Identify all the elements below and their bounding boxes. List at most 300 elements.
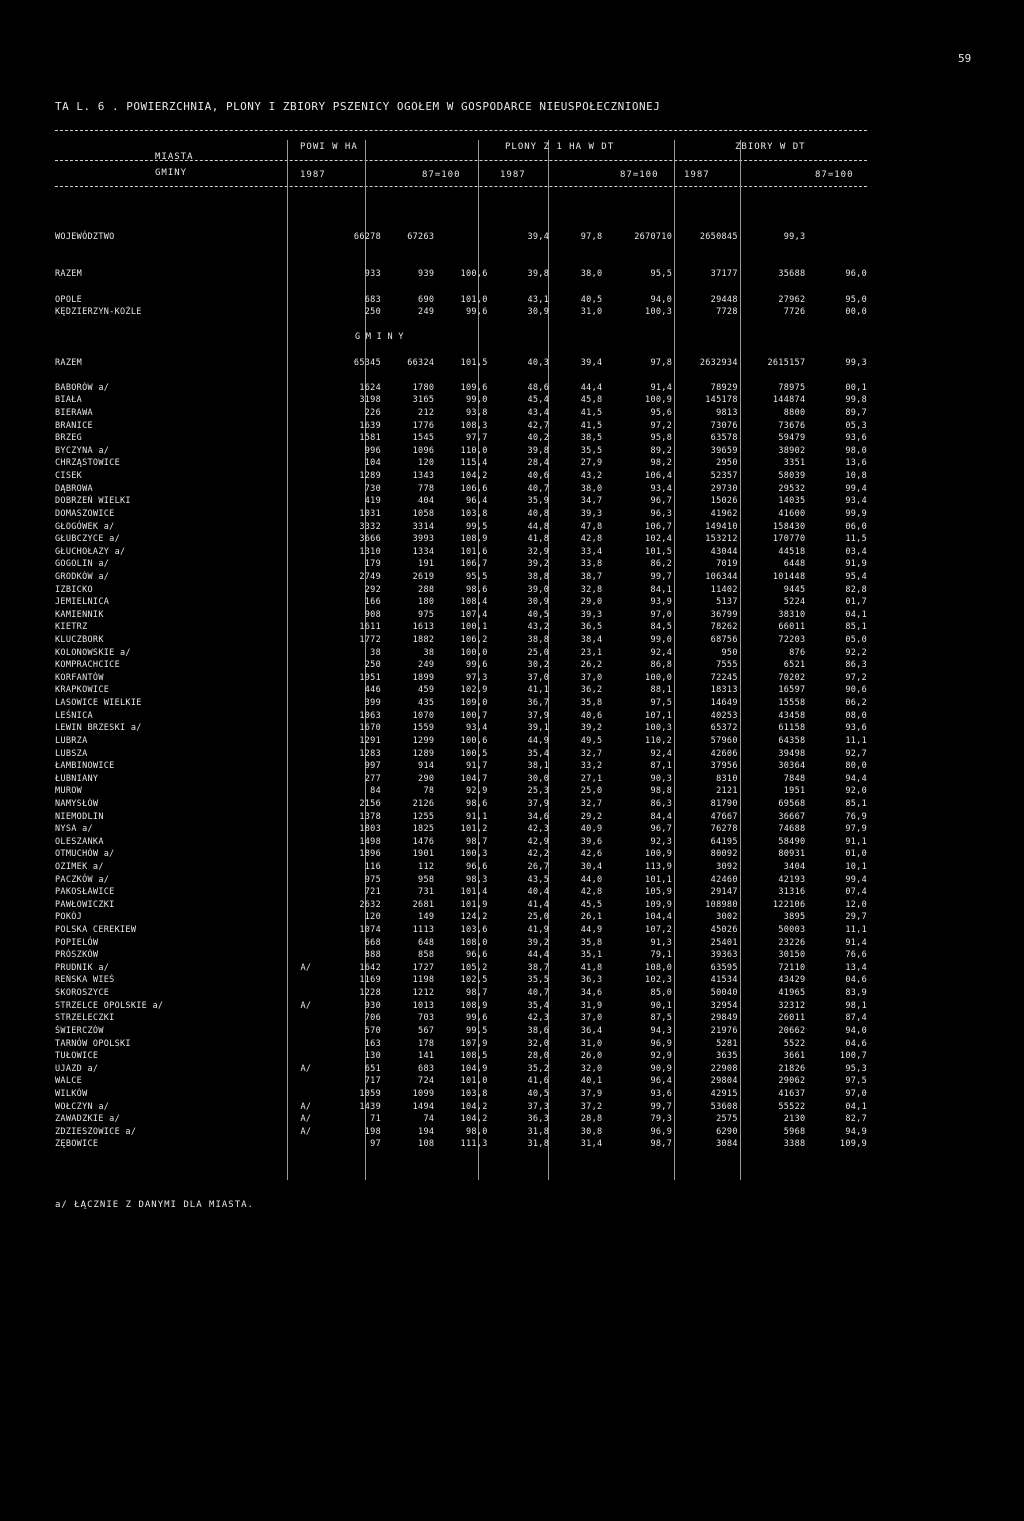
cell-value: 04,6 (845, 1038, 867, 1049)
cell-value (805, 205, 867, 218)
cell-value: 92,4 (650, 748, 673, 759)
cell-value: 40,2 (527, 433, 550, 444)
cell-value: 42915 (710, 1088, 738, 1099)
row-label: OPOLE (55, 294, 83, 305)
row-marker (293, 571, 311, 584)
cell-value: 06,2 (845, 698, 867, 709)
cell-value: 41,6 (527, 1076, 550, 1087)
cell-value: 99,6 (465, 1013, 488, 1024)
cell-value: 36,3 (527, 1114, 550, 1125)
cell-value: 97 (370, 1139, 381, 1150)
cell-value: 120 (364, 912, 381, 923)
cell-value: 3092 (716, 861, 738, 872)
row-label (55, 255, 293, 268)
cell-value: 1899 (412, 672, 435, 683)
cell-value (434, 344, 487, 357)
cell-value (602, 218, 672, 231)
cell-value (672, 243, 738, 256)
cell-value: 94,0 (845, 1025, 867, 1036)
cell-value: 40,3 (527, 357, 550, 368)
cell-value: 109,9 (645, 899, 673, 910)
row-label: KLUCZBORK (55, 635, 104, 646)
header-label-miasta: MIASTA (155, 152, 194, 162)
cell-value (549, 344, 602, 357)
row-label: LEWIN BRZESKI a/ (55, 723, 142, 734)
cell-value: 37,2 (580, 1101, 603, 1112)
cell-value: 39,4 (527, 231, 550, 242)
cell-value: 3661 (783, 1051, 806, 1062)
cell-value: 93,6 (845, 723, 867, 734)
cell-value: 36,5 (580, 622, 603, 633)
row-label: SKOROSZYCE (55, 988, 110, 999)
cell-value: 23226 (778, 937, 806, 948)
cell-value: 15558 (778, 698, 806, 709)
row-marker (293, 558, 311, 571)
cell-value: 95,0 (845, 294, 867, 305)
cell-value: 79,1 (650, 950, 673, 961)
row-marker (293, 1025, 311, 1038)
row-label: LUBRZA (55, 735, 88, 746)
header-yield-year: 1987 (500, 170, 526, 180)
row-label: STRZELCE OPOLSKIE a/ (55, 1000, 164, 1011)
cell-value: 108,0 (645, 962, 673, 973)
cell-value: 78929 (710, 382, 738, 393)
cell-value: 63578 (710, 433, 738, 444)
cell-value: 98,0 (845, 445, 867, 456)
cell-value: 3165 (412, 395, 435, 406)
row-marker (293, 344, 311, 357)
cell-value: 70202 (778, 672, 806, 683)
cell-value: 1825 (412, 824, 435, 835)
cell-value: 25,0 (527, 912, 550, 923)
cell-value: 29,0 (580, 597, 603, 608)
cell-value: 34,7 (580, 496, 603, 507)
cell-value: 43,2 (580, 471, 603, 482)
cell-value (738, 369, 806, 382)
cell-value: 40,1 (580, 1076, 603, 1087)
cell-value: 29532 (778, 483, 806, 494)
cell-value: 91,1 (845, 836, 867, 847)
cell-value (488, 369, 550, 382)
cell-value: 724 (418, 1076, 435, 1087)
row-label: KIETRZ (55, 622, 88, 633)
header-yield-index: 87=100 (620, 170, 659, 180)
cell-value: 105,9 (645, 887, 673, 898)
row-label: ŚWIERCZÓW (55, 1025, 104, 1036)
table-row (55, 583, 867, 596)
cell-value: 120 (418, 458, 435, 469)
cell-value: 158430 (772, 521, 806, 532)
table-row (55, 457, 867, 470)
table-row (55, 419, 867, 432)
cell-value: 39,4 (580, 357, 603, 368)
cell-value: 44,8 (527, 521, 550, 532)
cell-value (311, 243, 381, 256)
cell-value: 106,7 (460, 559, 488, 570)
cell-value: 933 (364, 269, 381, 280)
cell-value: 683 (418, 1063, 435, 1074)
cell-value: 11,1 (845, 925, 867, 936)
table-row (55, 886, 867, 899)
cell-value (311, 281, 381, 294)
row-marker (293, 785, 311, 798)
row-marker (293, 936, 311, 949)
row-label: TUŁOWICE (55, 1051, 99, 1062)
row-marker: A/ (300, 962, 312, 973)
cell-value: 9813 (716, 408, 738, 419)
row-marker (293, 382, 311, 395)
cell-value: 99,0 (465, 395, 488, 406)
row-marker (293, 268, 311, 281)
row-marker (293, 1138, 311, 1151)
cell-value: 37,0 (580, 1013, 603, 1024)
cell-value: 1896 (359, 849, 381, 860)
cell-value (672, 255, 738, 268)
row-label: RAZEM (55, 357, 83, 368)
cell-value: 42,9 (527, 836, 550, 847)
cell-value: 25,0 (527, 647, 550, 658)
cell-value: 88,1 (650, 685, 673, 696)
cell-value: 930 (364, 1000, 381, 1011)
header-area-index: 87=100 (422, 170, 461, 180)
header-harvest-index: 87=100 (815, 170, 854, 180)
cell-value: 45026 (710, 925, 738, 936)
cell-value: 76,9 (845, 811, 867, 822)
cell-value: 1198 (412, 975, 435, 986)
cell-value: 111,3 (460, 1139, 488, 1150)
cell-value: 7555 (716, 660, 738, 671)
cell-value: 89,7 (845, 408, 867, 419)
cell-value: 28,0 (527, 1051, 550, 1062)
cell-value: 3895 (783, 912, 806, 923)
cell-value: 21826 (778, 1063, 806, 1074)
row-label: PAWŁOWICZKI (55, 899, 115, 910)
cell-value (311, 218, 381, 231)
cell-value: 1780 (412, 382, 435, 393)
row-marker (293, 470, 311, 483)
cell-value: 39498 (778, 748, 806, 759)
cell-value: 3388 (783, 1139, 806, 1150)
cell-value: 20662 (778, 1025, 806, 1036)
cell-value: 105,2 (460, 962, 488, 973)
table-row (55, 533, 867, 546)
cell-value: 212 (418, 408, 435, 419)
table-row (55, 873, 867, 886)
cell-value: 3666 (359, 534, 381, 545)
cell-value: 38,0 (580, 483, 603, 494)
cell-value: 32,7 (580, 798, 603, 809)
cell-value: 84,5 (650, 622, 673, 633)
table-row (55, 293, 867, 306)
cell-value: 96,9 (650, 1038, 673, 1049)
cell-value (311, 318, 381, 331)
cell-value: 30,8 (580, 1126, 603, 1137)
table-row (55, 407, 867, 420)
cell-value: 101,1 (645, 874, 673, 885)
cell-value: 690 (418, 294, 435, 305)
row-label: STRZELECZKI (55, 1013, 115, 1024)
cell-value: 43044 (710, 546, 738, 557)
row-marker (293, 911, 311, 924)
table-row (55, 596, 867, 609)
cell-value: 89,2 (650, 445, 673, 456)
row-label: OZIMEK a/ (55, 861, 104, 872)
row-label: BYCZYNA a/ (55, 445, 110, 456)
cell-value: 42,3 (527, 1013, 550, 1024)
cell-value: 26,0 (580, 1051, 603, 1062)
cell-value: 100,3 (645, 307, 673, 318)
cell-value: 41600 (778, 508, 806, 519)
cell-value: 31,8 (527, 1139, 550, 1150)
row-marker (293, 369, 311, 382)
cell-value: 683 (364, 294, 381, 305)
row-marker (293, 760, 311, 773)
cell-value: 98,6 (465, 584, 488, 595)
cell-value: 92,4 (650, 647, 673, 658)
table-row (55, 281, 867, 294)
cell-value: 112 (418, 861, 435, 872)
cell-value: 113,9 (645, 861, 673, 872)
cell-value: 31,9 (580, 1000, 603, 1011)
cell-value: 43429 (778, 975, 806, 986)
row-marker (293, 243, 311, 256)
cell-value: 14035 (778, 496, 806, 507)
cell-value: 104,2 (460, 471, 488, 482)
cell-value: 106,4 (645, 471, 673, 482)
cell-value: 67263 (407, 231, 435, 242)
row-label (55, 318, 293, 331)
cell-value: 38,4 (580, 635, 603, 646)
cell-value: 59479 (778, 433, 806, 444)
cell-value: 38,1 (527, 761, 550, 772)
cell-value: 2650845 (699, 231, 738, 242)
cell-value: 87,5 (650, 1013, 673, 1024)
row-label: PRUDNIK a/ (55, 962, 110, 973)
cell-value: 109,6 (460, 382, 488, 393)
cell-value: 78 (423, 786, 435, 797)
cell-value: 85,1 (845, 622, 867, 633)
cell-value: 30,4 (580, 861, 603, 872)
table-row (55, 634, 867, 647)
table-row (55, 835, 867, 848)
cell-value: 98,3 (465, 874, 488, 885)
table-row (55, 747, 867, 760)
row-marker: A/ (300, 1000, 312, 1011)
row-marker (293, 520, 311, 533)
cell-value: 14649 (710, 698, 738, 709)
row-label: G M I N Y (355, 332, 404, 343)
cell-value: 1096 (412, 445, 435, 456)
cell-value: 86,3 (650, 798, 673, 809)
row-marker (293, 495, 311, 508)
cell-value: 11,5 (845, 534, 867, 545)
cell-value (311, 205, 381, 218)
cell-value: 32,7 (580, 748, 603, 759)
cell-value (549, 281, 602, 294)
cell-value: 40,4 (527, 887, 550, 898)
cell-value: 104,2 (460, 1101, 488, 1112)
cell-value: 34,6 (527, 811, 550, 822)
cell-value: 43,5 (527, 874, 550, 885)
cell-value (549, 243, 602, 256)
cell-value (381, 218, 434, 231)
cell-value: 1613 (412, 622, 435, 633)
row-label: GRODKÓW a/ (55, 571, 110, 582)
row-marker: A/ (300, 1101, 312, 1112)
cell-value: 95,5 (465, 571, 488, 582)
row-label: MUROW (55, 786, 83, 797)
cell-value: 91,9 (845, 559, 867, 570)
cell-value (602, 318, 672, 331)
cell-value (434, 369, 487, 382)
cell-value: 93,4 (845, 496, 867, 507)
cell-value: 65345 (353, 357, 381, 368)
cell-value: 5522 (783, 1038, 806, 1049)
cell-value (602, 255, 672, 268)
cell-value: 42,8 (580, 887, 603, 898)
cell-value: 36667 (778, 811, 806, 822)
cell-value: 97,5 (650, 698, 673, 709)
row-label: PAKOSŁAWICE (55, 887, 115, 898)
cell-value: 96,4 (465, 496, 488, 507)
cell-value: 288 (418, 584, 435, 595)
cell-value: 98,8 (650, 786, 673, 797)
cell-value: 101,5 (460, 357, 488, 368)
row-marker (293, 445, 311, 458)
cell-value: 39,3 (580, 609, 603, 620)
cell-value: 30364 (778, 761, 806, 772)
cell-value: 106,7 (645, 521, 673, 532)
table-row (55, 672, 867, 685)
cell-value: 39,1 (527, 723, 550, 734)
cell-value (549, 205, 602, 218)
row-label: CHRZĄSTOWICE (55, 458, 121, 469)
cell-value: 1611 (359, 622, 381, 633)
row-label: POKÓJ (55, 912, 83, 923)
cell-value: 116 (364, 861, 381, 872)
row-marker (293, 596, 311, 609)
cell-value: 98,7 (465, 988, 488, 999)
cell-value: 163 (364, 1038, 381, 1049)
cell-value: 95,4 (845, 571, 867, 582)
cell-value: 37177 (710, 269, 738, 280)
cell-value: 2681 (412, 899, 435, 910)
cell-value: 939 (418, 269, 435, 280)
cell-value: 1283 (359, 748, 381, 759)
cell-value: 2749 (359, 571, 381, 582)
row-label: POPIELÓW (55, 937, 99, 948)
cell-value (672, 218, 738, 231)
row-label: BRANICE (55, 420, 93, 431)
cell-value: 57960 (710, 735, 738, 746)
cell-value (738, 344, 806, 357)
header-area-year: 1987 (300, 170, 326, 180)
row-label: NAMYSŁÓW (55, 798, 99, 809)
data-table (55, 205, 867, 1151)
cell-value (602, 344, 672, 357)
row-marker (293, 646, 311, 659)
cell-value: 42,6 (580, 849, 603, 860)
table-row (55, 445, 867, 458)
cell-value: 107,2 (645, 925, 673, 936)
cell-value: 39,8 (527, 269, 550, 280)
cell-value: 96,7 (650, 496, 673, 507)
cell-value: 40,5 (527, 609, 550, 620)
cell-value: 82,8 (845, 584, 867, 595)
row-marker (293, 798, 311, 811)
table-row (55, 495, 867, 508)
cell-value: 730 (364, 483, 381, 494)
cell-value: 12,0 (845, 899, 867, 910)
cell-value: 3404 (783, 861, 806, 872)
cell-value: 41,8 (527, 534, 550, 545)
table-row (55, 508, 867, 521)
cell-value: 31,0 (580, 1038, 603, 1049)
cell-value: 1031 (359, 508, 381, 519)
cell-value: 110,2 (645, 735, 673, 746)
cell-value: 1212 (412, 988, 435, 999)
cell-value (381, 344, 434, 357)
row-label: UJAZD a/ (55, 1063, 99, 1074)
cell-value (738, 331, 806, 344)
cell-value (434, 255, 487, 268)
row-marker (293, 659, 311, 672)
cell-value: 47,8 (580, 521, 603, 532)
cell-value: 38,8 (527, 571, 550, 582)
cell-value: 997 (364, 761, 381, 772)
cell-value: 92,0 (845, 786, 867, 797)
cell-value: 64358 (778, 735, 806, 746)
cell-value: 39659 (710, 445, 738, 456)
cell-value: 04,6 (845, 975, 867, 986)
cell-value: 2632934 (699, 357, 738, 368)
cell-value: 49,5 (580, 735, 603, 746)
row-label: RAZEM (55, 269, 83, 280)
cell-value: 96,6 (465, 950, 488, 961)
table-row (55, 1075, 867, 1088)
cell-value: 41,5 (580, 408, 603, 419)
row-marker (293, 609, 311, 622)
cell-value: 38,7 (527, 962, 550, 973)
cell-value: 74688 (778, 824, 806, 835)
cell-value (805, 218, 867, 231)
cell-value: 107,1 (645, 710, 673, 721)
row-label: WOŁCZYN a/ (55, 1101, 110, 1112)
cell-value (434, 281, 487, 294)
row-label: NYSA a/ (55, 824, 93, 835)
cell-value (488, 331, 550, 344)
cell-value: 41,8 (580, 962, 603, 973)
cell-value: 23,1 (580, 647, 603, 658)
cell-value: 141 (418, 1051, 435, 1062)
cell-value (488, 255, 550, 268)
table-row (55, 545, 867, 558)
cell-value: 6521 (783, 660, 806, 671)
cell-value: 37956 (710, 761, 738, 772)
table-row (55, 659, 867, 672)
row-label: LUBSZA (55, 748, 88, 759)
cell-value: 39,3 (580, 508, 603, 519)
cell-value (311, 255, 381, 268)
cell-value (602, 369, 672, 382)
cell-value: 98,2 (650, 458, 673, 469)
cell-value: 40253 (710, 710, 738, 721)
row-label: PACZKÓW a/ (55, 874, 110, 885)
table-row (55, 924, 867, 937)
row-label (55, 218, 293, 231)
cell-value: 31316 (778, 887, 806, 898)
table-row (55, 684, 867, 697)
